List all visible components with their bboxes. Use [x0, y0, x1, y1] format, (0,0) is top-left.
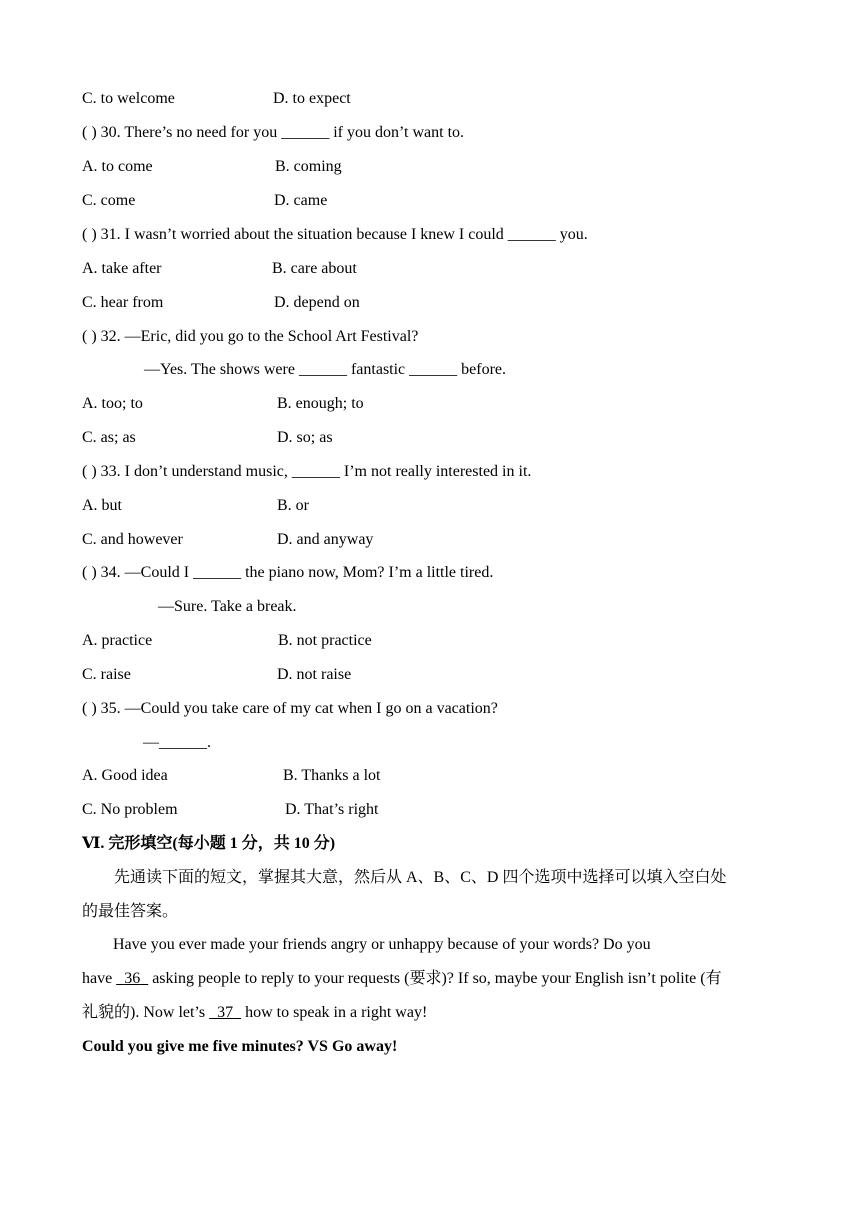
- section-heading: Ⅵ. 完形填空(每小题 1 分，共 10 分): [82, 835, 336, 852]
- q31-option-c: C. hear from: [82, 294, 164, 311]
- q34-option-a: A. practice: [82, 632, 153, 649]
- q33-stem: ( ) 33. I don’t understand music, ______ I’m not really interested in it.: [82, 463, 532, 480]
- q35-option-d: D. That’s right: [285, 801, 379, 818]
- q34-option-c: C. raise: [82, 666, 131, 683]
- q35-stem: ( ) 35. —Could you take care of my cat when I go on a vacation?: [82, 700, 498, 717]
- passage-line3: [82, 1003, 427, 1023]
- q32-stem-reply: —Yes. The shows were ______ fantastic ______ before.: [144, 361, 507, 378]
- q30-stem: ( ) 30. There’s no need for you ______ if you don’t want to.: [82, 124, 465, 141]
- q34-stem-reply: —Sure. Take a break.: [158, 598, 297, 615]
- instructions-line1: 先通读下面的短文，掌握其大意，然后从 A、B、C、D 四个选项中选择可以填入空白处: [114, 869, 727, 886]
- q29-option-c: C. to welcome: [82, 90, 175, 107]
- q32-option-b: B. enough; to: [277, 395, 364, 412]
- blank-37: 37: [217, 1004, 234, 1021]
- q32-option-d: D. so; as: [277, 429, 333, 446]
- q35-option-c: C. No problem: [82, 801, 178, 818]
- q34-option-d: D. not raise: [277, 666, 352, 683]
- passage-line2: [82, 969, 722, 989]
- instructions-line2: 的最佳答案。: [82, 903, 179, 920]
- q33-option-b: B. or: [277, 497, 309, 514]
- q31-option-b: B. care about: [272, 260, 357, 277]
- q34-stem: ( ) 34. —Could I ______ the piano now, Mom? I’m a little tired.: [82, 564, 494, 581]
- q35-option-a: A. Good idea: [82, 767, 168, 784]
- q31-stem: ( ) 31. I wasn’t worried about the situation because I knew I could ______ you.: [82, 226, 588, 243]
- passage-text: how to speak in a right way!: [241, 1004, 428, 1021]
- passage-text: have: [82, 970, 117, 987]
- q32-option-a: A. too; to: [82, 395, 143, 412]
- blank-36: 36: [124, 970, 141, 987]
- q30-option-c: C. come: [82, 192, 136, 209]
- q33-option-a: A. but: [82, 497, 122, 514]
- q32-option-c: C. as; as: [82, 429, 136, 446]
- q34-option-b: B. not practice: [278, 632, 372, 649]
- q30-option-b: B. coming: [275, 158, 342, 175]
- q32-stem: ( ) 32. —Eric, did you go to the School Art Festival?: [82, 328, 419, 345]
- q29-option-d: D. to expect: [273, 90, 351, 107]
- q30-option-d: D. came: [274, 192, 328, 209]
- passage-line1: Have you ever made your friends angry or unhappy because of your words? Do you: [113, 936, 651, 953]
- passage-subheading: Could you give me five minutes? VS Go away!: [82, 1038, 398, 1055]
- q35-option-b: B. Thanks a lot: [283, 767, 381, 784]
- q35-stem-reply: —______.: [143, 734, 211, 751]
- q30-option-a: A. to come: [82, 158, 153, 175]
- q33-option-d: D. and anyway: [277, 531, 374, 548]
- q33-option-c: C. and however: [82, 531, 183, 548]
- q31-option-d: D. depend on: [274, 294, 360, 311]
- passage-text: asking people to reply to your requests (要求)? If so, maybe your English isn’t polite (有: [148, 970, 722, 987]
- passage-text: 礼貌的). Now let’s: [82, 1004, 210, 1021]
- q31-option-a: A. take after: [82, 260, 162, 277]
